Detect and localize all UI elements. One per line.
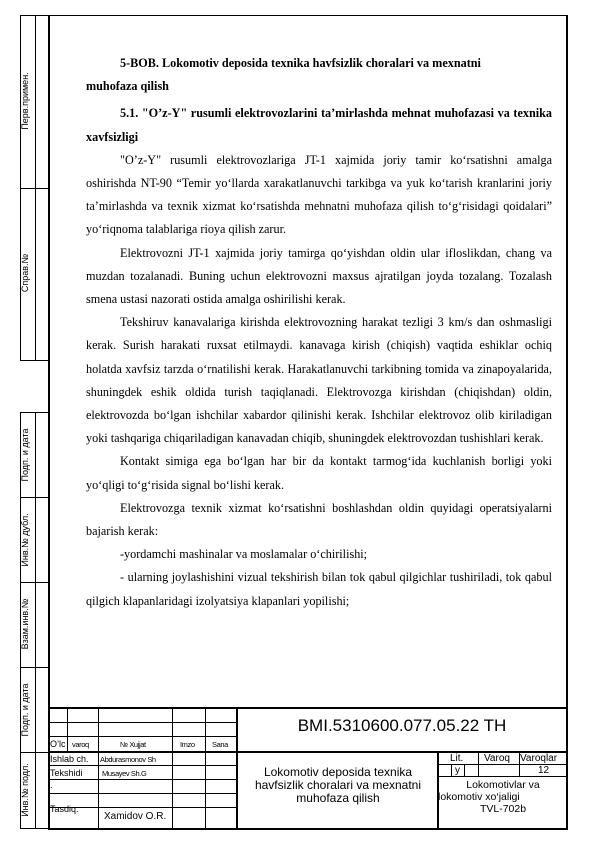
organization: [438, 779, 568, 815]
org-line-1: Lokomotivlar va: [466, 779, 540, 791]
col-data: Sana: [212, 740, 228, 749]
strip-row-6: [20, 828, 48, 829]
org-line-3: TVL-702b: [479, 803, 527, 815]
stamp-grid: [437, 776, 568, 777]
document-body: [86, 52, 552, 613]
stamp-grid: [48, 722, 236, 723]
label-inv-podl: Инв.№ подл.: [20, 763, 30, 817]
col-podp: Imzo: [180, 740, 195, 749]
stamp-grid: [478, 751, 479, 776]
stamp-grid: [48, 736, 236, 737]
role-blank: .: [50, 780, 53, 790]
stamp-grid: [48, 765, 236, 766]
stamp-grid: [464, 764, 465, 776]
paragraph: Elektrovozni JT-1 xajmida joriy tamirga qo‘yishdan oldin ular ifloslikdan, chang va muzdan tozalanadi. Buning uchun elektrovozni maxsus ajratilgan joyda tozalang. Tozalash smena ustasi nazorati ostida amalga oshirilishi kerak.: [86, 245, 552, 307]
strip-row-3: [20, 582, 48, 583]
col-list: varoq: [72, 740, 89, 749]
stamp-grid: [48, 793, 236, 794]
strip-bottom-inner: [35, 412, 36, 829]
label-sprav-no: Справ.№: [20, 253, 30, 293]
label-vzam-inv: Взам.инв.№: [20, 598, 30, 650]
lit-value: y: [455, 765, 460, 776]
paragraph: Kontakt simiga ega bo‘lgan har bir da kontakt tarmog‘ida kuchlanish borligi yoki yo‘qligi to‘g‘risida signal bo‘lishi kerak.: [86, 454, 552, 492]
strip-top-edge: [20, 15, 48, 16]
section-title: 5.1. "O’z-Y" rusumli elektrovozlarini ta’mirlashda mehnat muhofazasi va texnika xavfsizligi: [86, 106, 552, 144]
stamp-grid: [67, 707, 68, 751]
chapter-title-line1: 5-BOB. Lokomotiv deposida texnika havfsizlik choralari va mexnatni: [120, 56, 481, 70]
col-izm: O’lc: [50, 739, 66, 749]
col-ndoc: № Xujjat: [120, 740, 146, 749]
label-podp-data-2: Подп. и дата: [20, 683, 30, 737]
varoqlar-label: Varoqlar: [520, 753, 558, 764]
paragraph: - ularning joylashishini vizual tekshirish bilan tok qabul qilgichlar tushiriladi, tok qabul qilgich klapanlaridagi izolyatsiya klapanlari yopilishi;: [86, 570, 552, 608]
role-approver: Tasdiq.: [50, 804, 79, 814]
paragraph: Tekshiruv kanavalariga kirishda elektrovozning harakat tezligi 3 km/s dan oshmasligi kerak. Surish harakati ruxsat etilmaydi. kanavaga kirish (chiqish) vaqtida eshiklar ochiq holatda xavfsiz tarzda o‘rnatilishi kerak. Harakatlanuvchi tarkibning tomida va zinapoyalarida, shuningdek eshik oldida turish taqiqlanadi. Elektrovozga kirishdan (chiqishdan) oldin, elektrovozda bo‘lgan ishchilar xabardor qilinishi kerak. Ishchilar elektrovoz olib kiriladigan yoki tashqariga chiqariladigan kanavadan chiqib, shuningdek elektrovozdan tushishlari kerak.: [86, 315, 552, 446]
name-checker: Musayev Sh.G: [102, 769, 147, 778]
role-checker: Tekshidi: [50, 768, 83, 778]
stamp-grid: [48, 779, 236, 780]
chapter-title-line2: muhofaza qilish: [86, 79, 169, 94]
varoqlar-value: 12: [538, 765, 550, 776]
stamp-grid: [451, 764, 452, 776]
stamp-grid: [172, 707, 173, 829]
document-title: Lokomotiv deposida texnika havfsizlik choralari va mexnatni muhofaza qilish: [254, 765, 422, 805]
strip-row-5: [20, 752, 48, 753]
role-developer: Ishlab ch.: [50, 754, 89, 764]
stamp-grid: [98, 707, 99, 829]
paragraph: Elektrovozga texnik xizmat ko‘rsatishni boshlashdan oldin quyidagi operatsiyalarni bajarish kerak:: [86, 500, 552, 539]
varoq-label: Varoq: [484, 753, 510, 764]
org-line-2: lokomotiv xo‘jaligi: [438, 791, 520, 803]
strip-top-mid: [20, 188, 48, 189]
strip-row-2: [20, 497, 48, 498]
stamp-top: [48, 707, 568, 709]
paragraph: -yordamchi mashinalar va moslamalar o‘chirilishi;: [120, 547, 368, 562]
label-podp-data-1: Подп. и дата: [20, 428, 30, 482]
label-perv-primen: Перв.примен.: [20, 72, 30, 130]
document-code: BMI.5310600.077.05.22 TH: [297, 716, 507, 735]
lit-label: Lit.: [450, 753, 464, 764]
label-inv-dubl: Инв.№ дубл.: [20, 513, 30, 567]
name-developer: Abdurasmonov Sh: [100, 755, 156, 764]
strip-row-1: [20, 412, 48, 413]
frame-top: [48, 15, 568, 16]
paragraph: "O’z-Y" rusumli elektrovozlariga JT-1 xajmida joriy tamir ko‘rsatishni amalga oshirishda NT-90 “Temir yo‘llarda xarakatlanuvchi tarkibga va yuk ko‘tarish kranlarini joriy ta’mirlashda va texnik xizmat ko‘rsatishda mehnatni muhofaza qilish to‘g‘risidagi qoidalari” yo‘riqnoma talablariga rioya qilish zarur.: [86, 152, 552, 237]
frame-bottom: [48, 828, 568, 830]
strip-row-4: [20, 667, 48, 668]
strip-top-end: [20, 360, 48, 361]
stamp-grid: [205, 707, 206, 829]
name-approver: Xamidov O.R.: [104, 811, 167, 822]
